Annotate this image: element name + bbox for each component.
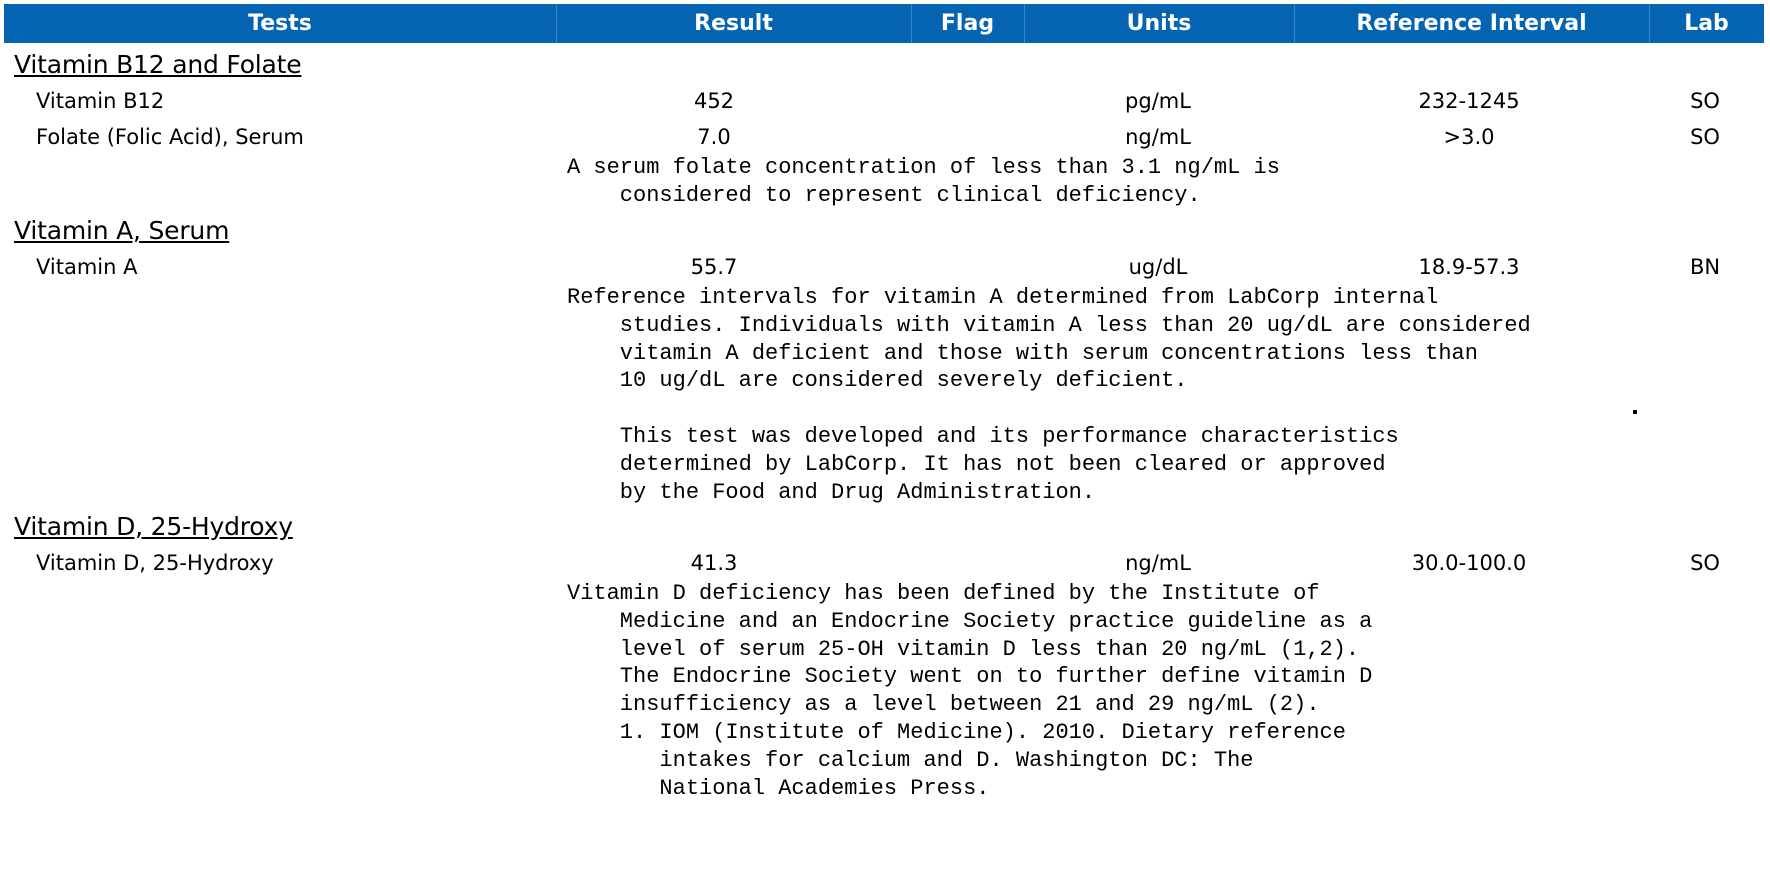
reference-value: >3.0	[1443, 125, 1495, 149]
result-value: 7.0	[697, 125, 731, 149]
header-units: Units	[1126, 11, 1192, 36]
result-comment: Reference intervals for vitamin A determined from LabCorp internal studies. Individuals with vitamin A less than 20 ug/dL are considered vitamin A deficient and those with serum concentrations less than 10 ug/dL are considered severely deficient. This test was developed and its performance characteristics determined by LabCorp. It has not been cleared or approved by the Food and Drug Administration.	[567, 285, 1531, 505]
units-value: pg/mL	[1125, 89, 1191, 113]
test-name: Vitamin B12	[36, 89, 165, 113]
reference-value: 18.9-57.3	[1418, 255, 1520, 279]
stray-dot	[1633, 410, 1637, 414]
section-title: Vitamin D, 25-Hydroxy	[14, 512, 293, 541]
lab-value: BN	[1689, 255, 1721, 279]
header-result: Result	[694, 11, 773, 36]
lab-value: SO	[1690, 551, 1720, 575]
result-value: 55.7	[690, 255, 738, 279]
units-value: ng/mL	[1125, 125, 1191, 149]
result-value: 452	[693, 89, 735, 113]
lab-value: SO	[1690, 125, 1720, 149]
header-reference-interval: Reference Interval	[1356, 11, 1587, 36]
test-name: Vitamin A	[36, 255, 138, 279]
units-value: ng/mL	[1125, 551, 1191, 575]
result-value: 41.3	[690, 551, 738, 575]
section-title: Vitamin A, Serum	[14, 216, 230, 245]
header-flag: Flag	[940, 11, 995, 36]
section-title: Vitamin B12 and Folate	[14, 50, 302, 79]
units-value: ug/dL	[1128, 255, 1188, 279]
lab-value: SO	[1690, 89, 1720, 113]
test-name: Folate (Folic Acid), Serum	[36, 125, 304, 149]
header-lab: Lab	[1684, 11, 1729, 36]
reference-value: 30.0-100.0	[1411, 551, 1527, 575]
result-comment: A serum folate concentration of less than 3.1 ng/mL is considered to represent clinical deficiency.	[567, 155, 1280, 208]
result-comment: Vitamin D deficiency has been defined by the Institute of Medicine and an Endocrine Society practice guideline as a level of serum 25-OH vitamin D less than 20 ng/mL (1,2). The Endocrine Society went on to further define vitamin D insufficiency as a level between 21 and 29 ng/mL (2). 1. IOM (Institute of Medicine). 2010. Dietary reference intakes for calcium and D. Washington DC: The National Academies Press.	[567, 581, 1373, 801]
test-name: Vitamin D, 25-Hydroxy	[36, 551, 274, 575]
reference-value: 232-1245	[1418, 89, 1520, 113]
header-tests: Tests	[248, 11, 312, 36]
table-header	[4, 4, 1764, 43]
